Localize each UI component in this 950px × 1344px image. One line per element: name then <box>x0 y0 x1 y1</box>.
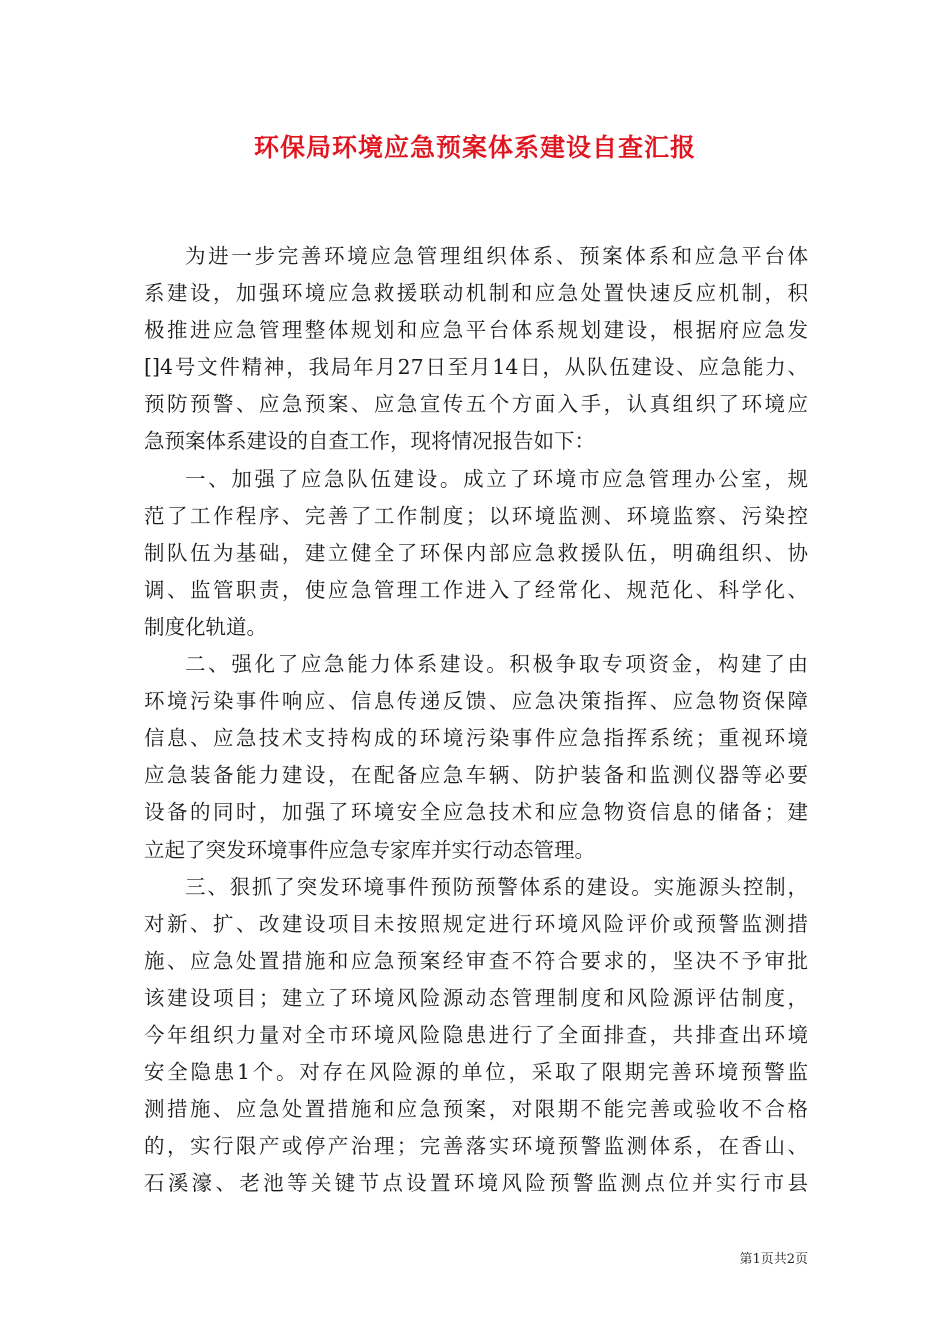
document-title: 环保局环境应急预案体系建设自查汇报 <box>253 133 696 162</box>
text-line: 系建设，加强环境应急救援联动机制和应急处置快速反应机制，积 <box>144 281 808 306</box>
text-line: 石溪濠、老池等关键节点设置环境风险预警监测点位并实行市县 <box>144 1171 808 1196</box>
text-line: 环境污染事件响应、信息传递反馈、应急决策指挥、应急物资保障 <box>144 689 808 714</box>
text-line: 测措施、应急处置措施和应急预案，对限期不能完善或验收不合格 <box>144 1097 808 1122</box>
text-line: 对新、扩、改建设项目未按照规定进行环境风险评价或预警监测措 <box>144 911 808 936</box>
text-line: 二、强化了应急能力体系建设。积极争取专项资金，构建了由 <box>185 652 808 677</box>
text-line: 预防预警、应急预案、应急宣传五个方面入手，认真组织了环境应 <box>144 392 808 417</box>
text-line: 安全隐患1个。对存在风险源的单位，采取了限期完善环境预警监 <box>144 1060 808 1085</box>
document-body <box>144 238 808 1202</box>
text-line: 设备的同时，加强了环境安全应急技术和应急物资信息的储备；建 <box>144 800 808 825</box>
text-line: 应急装备能力建设，在配备应急车辆、防护装备和监测仪器等必要 <box>144 763 808 788</box>
text-line: 范了工作程序、完善了工作制度；以环境监测、环境监察、污染控 <box>144 503 808 528</box>
text-line: 施、应急处置措施和应急预案经审查不符合要求的，坚决不予审批 <box>144 948 808 973</box>
text-line: 极推进应急管理整体规划和应急平台体系规划建设，根据府应急发 <box>144 318 808 343</box>
page-footer: 第1页共2页 <box>739 1252 808 1267</box>
text-line: 立起了突发环境事件应急专家库并实行动态管理。 <box>144 837 595 862</box>
text-line: 急预案体系建设的自查工作，现将情况报告如下： <box>144 429 595 454</box>
text-line: 制度化轨道。 <box>144 614 267 639</box>
text-line: 调、监管职责，使应急管理工作进入了经常化、规范化、科学化、 <box>144 577 808 602</box>
text-line: 三、狠抓了突发环境事件预防预警体系的建设。实施源头控制， <box>185 874 808 899</box>
text-line: 信息、应急技术支持构成的环境污染事件应急指挥系统；重视环境 <box>144 726 808 751</box>
text-line: 的，实行限产或停产治理；完善落实环境预警监测体系，在香山、 <box>144 1134 808 1159</box>
text-line: 制队伍为基础，建立健全了环保内部应急救援队伍，明确组织、协 <box>144 540 808 565</box>
text-line: []4号文件精神，我局年月27日至月14日，从队伍建设、应急能力、 <box>144 355 808 380</box>
text-line: 今年组织力量对全市环境风险隐患进行了全面排查，共排查出环境 <box>144 1022 808 1047</box>
text-line: 该建设项目；建立了环境风险源动态管理制度和风险源评估制度， <box>144 985 808 1010</box>
text-line: 一、加强了应急队伍建设。成立了环境市应急管理办公室，规 <box>185 466 808 491</box>
text-line: 为进一步完善环境应急管理组织体系、预案体系和应急平台体 <box>185 244 808 268</box>
